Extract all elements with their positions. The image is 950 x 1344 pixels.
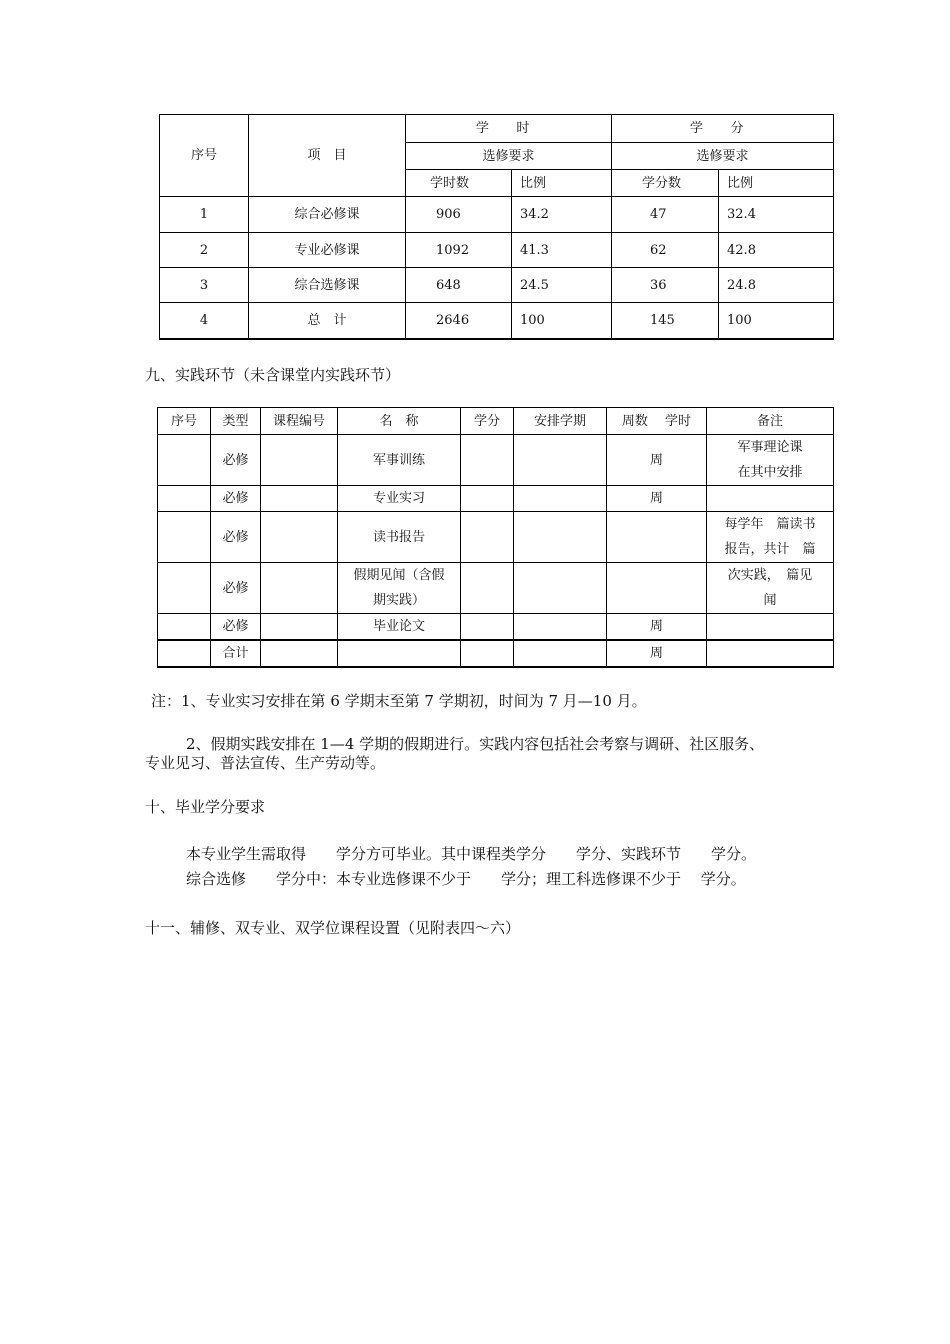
cell-credits-ratio: 32.4	[719, 197, 834, 233]
cell-hours: 906	[406, 197, 512, 233]
cell-credits: 47	[612, 197, 719, 233]
cell-remark: 军事理论课 在其中安排	[707, 435, 834, 486]
cell-seq: 4	[160, 303, 249, 339]
header-seq: 序号	[160, 115, 249, 197]
table-row	[160, 197, 834, 233]
cell-hours-ratio: 41.3	[512, 233, 612, 268]
header-credits-ratio: 比例	[719, 170, 834, 197]
header-credits-sub: 选修要求	[612, 143, 834, 170]
header-credit: 学分	[461, 408, 514, 435]
cell-weeks: 周	[607, 486, 707, 512]
cell-weeks: 周	[607, 435, 707, 486]
table-row-total	[160, 303, 834, 339]
section10-line2: 综合选修 学分中：本专业选修课不少于 学分；理工科选修课不少于 学分。	[186, 870, 746, 888]
header-hours-ratio: 比例	[512, 170, 612, 197]
practice-table	[157, 407, 834, 668]
section9-title: 九、实践环节（未含课堂内实践环节）	[145, 366, 401, 384]
table-row	[160, 268, 834, 303]
cell-hours: 648	[406, 268, 512, 303]
cell-hours: 1092	[406, 233, 512, 268]
table-row	[158, 486, 834, 512]
header-hours: 学 时	[406, 115, 612, 143]
header-hours-sub: 选修要求	[406, 143, 612, 170]
header-credits-count: 学分数	[612, 170, 719, 197]
table-row-total	[158, 640, 834, 667]
header-semester: 安排学期	[514, 408, 607, 435]
section10-title: 十、毕业学分要求	[145, 798, 266, 816]
credit-hours-table	[159, 114, 834, 340]
header-credits: 学 分	[612, 115, 834, 143]
cell-credits: 36	[612, 268, 719, 303]
section11-title: 十一、辅修、双专业、双学位课程设置（见附表四～六）	[145, 919, 521, 937]
cell-credits: 145	[612, 303, 719, 339]
cell-weeks: 周	[607, 614, 707, 641]
cell-type: 必修	[211, 435, 261, 486]
cell-name: 读书报告	[338, 512, 461, 563]
cell-remark: 每学年 篇读书 报告，共计 篇	[707, 512, 834, 563]
cell-item: 专业必修课	[249, 233, 406, 268]
cell-weeks: 周	[607, 640, 707, 667]
cell-type: 合计	[211, 640, 261, 667]
cell-credits: 62	[612, 233, 719, 268]
note-2-line1: 2、假期实践安排在 1—4 学期的假期进行。实践内容包括社会考察与调研、社区服务、	[186, 735, 765, 753]
table-row	[158, 563, 834, 614]
cell-seq: 1	[160, 197, 249, 233]
header-weeks-hours: 周数 学时	[607, 408, 707, 435]
note-1: 注：1、专业实习安排在第 6 学期末至第 7 学期初，时间为 7 月—10 月。	[151, 692, 647, 710]
cell-hours-ratio: 24.5	[512, 268, 612, 303]
section10-line1: 本专业学生需取得 学分方可毕业。其中课程类学分 学分、实践环节 学分。	[186, 845, 757, 863]
header-name: 名 称	[338, 408, 461, 435]
table-row	[160, 233, 834, 268]
note-2-line2: 专业见习、普法宣传、生产劳动等。	[145, 754, 386, 772]
cell-item: 综合必修课	[249, 197, 406, 233]
cell-hours: 2646	[406, 303, 512, 339]
header-type: 类型	[211, 408, 261, 435]
cell-seq: 2	[160, 233, 249, 268]
cell-credits-ratio: 42.8	[719, 233, 834, 268]
cell-name: 军事训练	[338, 435, 461, 486]
header-seq: 序号	[158, 408, 211, 435]
cell-type: 必修	[211, 486, 261, 512]
table-row	[158, 512, 834, 563]
table-row	[158, 614, 834, 641]
cell-credits-ratio: 24.8	[719, 268, 834, 303]
header-remark: 备注	[707, 408, 834, 435]
cell-type: 必修	[211, 614, 261, 641]
table-row	[158, 435, 834, 486]
cell-item: 总 计	[249, 303, 406, 339]
cell-item: 综合选修课	[249, 268, 406, 303]
header-item: 项 目	[249, 115, 406, 197]
cell-remark: 次实践， 篇见 闻	[707, 563, 834, 614]
header-hours-count: 学时数	[406, 170, 512, 197]
cell-hours-ratio: 34.2	[512, 197, 612, 233]
header-code: 课程编号	[261, 408, 338, 435]
cell-credits-ratio: 100	[719, 303, 834, 339]
cell-hours-ratio: 100	[512, 303, 612, 339]
cell-name: 假期见闻（含假 期实践）	[338, 563, 461, 614]
cell-type: 必修	[211, 512, 261, 563]
cell-name: 专业实习	[338, 486, 461, 512]
cell-type: 必修	[211, 563, 261, 614]
cell-name: 毕业论文	[338, 614, 461, 641]
cell-seq: 3	[160, 268, 249, 303]
